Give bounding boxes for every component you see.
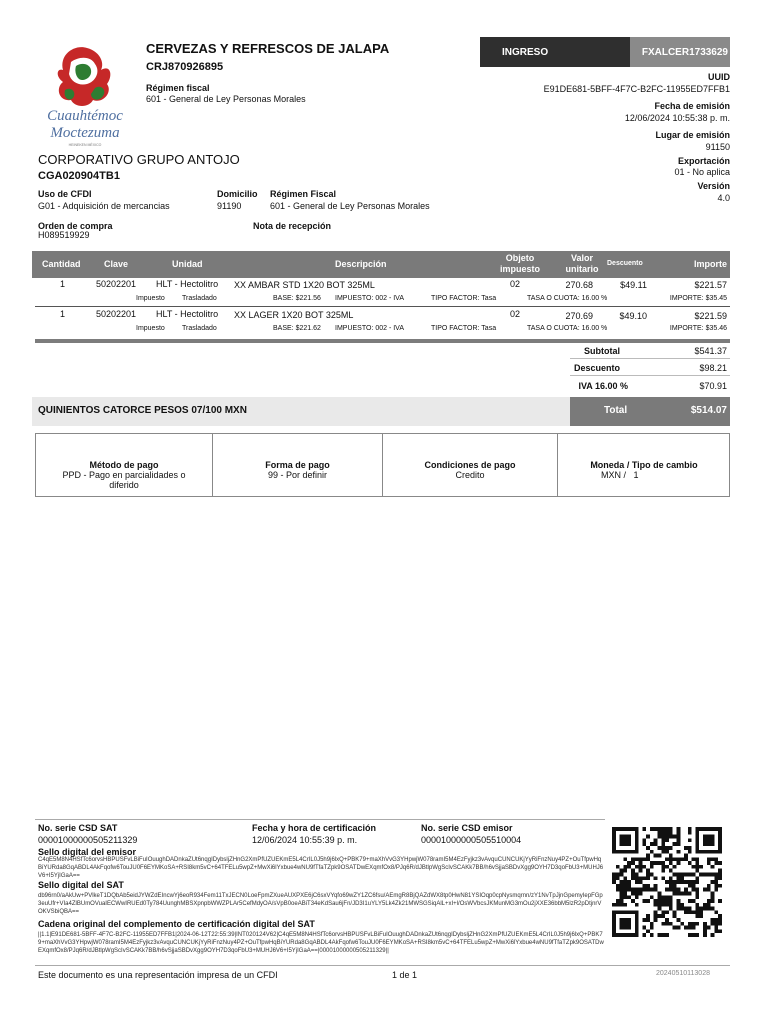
col-objeto-line2: impuesto — [499, 264, 540, 274]
domicilio-label: Domicilio — [217, 189, 258, 199]
cuauhtemoc-moctezuma-logo — [40, 38, 130, 153]
amount-in-words-band — [32, 397, 570, 426]
row1-clave: 50202201 — [96, 279, 137, 289]
uso-cfdi-label: Uso de CFDI — [38, 189, 92, 199]
receiver-regimen-value: 601 - General de Ley Personas Morales — [270, 201, 430, 211]
certificacion-label: Fecha y hora de certificación — [252, 823, 377, 833]
condiciones-pago-label: Condiciones de pago — [424, 460, 516, 470]
domicilio-value: 91190 — [217, 201, 242, 211]
condiciones-pago-value: Credito — [455, 470, 485, 480]
row1-tax-type: Trasladado — [182, 295, 217, 302]
row1-tax-impuesto: IMPUESTO: 002 - IVA — [335, 295, 404, 302]
row-divider — [35, 306, 730, 307]
col-descripcion: Descripción — [335, 259, 387, 269]
row1-descuento: $49.11 — [620, 280, 647, 290]
row2-clave: 50202201 — [96, 309, 137, 319]
descuento-value: $98.21 — [699, 363, 727, 373]
row2-tax-impuesto: IMPUESTO: 002 - IVA — [335, 325, 404, 332]
total-box — [570, 397, 730, 426]
fecha-emision-value: 12/06/2024 10:55:38 p. m. — [624, 113, 730, 123]
row2-importe: $221.59 — [694, 311, 727, 321]
uso-cfdi-value: G01 - Adquisición de mercancias — [38, 201, 170, 211]
concepts-table-header — [32, 251, 730, 278]
row1-importe: $221.57 — [694, 280, 727, 290]
exportacion-value: 01 - No aplica — [674, 167, 730, 177]
moneda-value: MXN / 1 — [601, 470, 639, 480]
lugar-emision-value: 91150 — [705, 142, 730, 152]
amount-in-words: QUINIENTOS CATORCE PESOS 07/100 MXN — [38, 405, 247, 416]
receiver-name: CORPORATIVO GRUPO ANTOJO — [38, 152, 240, 167]
page-number: 1 de 1 — [392, 970, 418, 980]
exportacion-label: Exportación — [677, 156, 730, 166]
receiver-regimen-label: Régimen Fiscal — [270, 189, 337, 199]
row1-tax-importe: IMPORTE: $35.45 — [669, 295, 727, 302]
nota-recepcion-label: Nota de recepción — [253, 221, 332, 231]
logo-text-line2: Moctezuma — [50, 125, 120, 141]
version-value: 4.0 — [717, 193, 730, 203]
csd-emisor-value: 00001000000505510004 — [421, 835, 522, 845]
total-value: $514.07 — [690, 405, 727, 416]
document-code: 20240510113028 — [656, 970, 710, 977]
col-importe: Importe — [694, 259, 728, 269]
col-clave: Clave — [104, 259, 129, 269]
csd-sat-label: No. serie CSD SAT — [38, 823, 118, 833]
row2-tax-type: Trasladado — [182, 325, 217, 332]
subtotal-value: $541.37 — [694, 346, 727, 356]
descuento-label: Descuento — [573, 363, 620, 373]
logo-text-line1: Cuauhtémoc — [47, 108, 123, 124]
row1-tax-base: BASE: $221.56 — [273, 295, 321, 302]
row1-cantidad: 1 — [60, 279, 66, 289]
orden-compra-value: H089519929 — [38, 230, 90, 240]
csd-sat-value: 00001000000505211329 — [38, 835, 138, 845]
totals-divider — [570, 358, 730, 359]
fecha-emision-label: Fecha de emisión — [654, 101, 730, 111]
issuer-regimen-label: Régimen fiscal — [146, 83, 210, 93]
row1-valor: 270.68 — [565, 280, 593, 290]
row2-cantidad: 1 — [60, 309, 66, 319]
iva-label: IVA 16.00 % — [578, 381, 628, 391]
issuer-name: CERVEZAS Y REFRESCOS DE JALAPA — [146, 41, 390, 56]
row1-tax-label: Impuesto — [136, 295, 165, 302]
col-objeto-line1: Objeto — [505, 253, 535, 263]
row2-objeto: 02 — [510, 309, 521, 319]
iva-value: $70.91 — [699, 381, 727, 391]
row1-tax-factor: TIPO FACTOR: Tasa — [431, 295, 497, 302]
lugar-emision-label: Lugar de emisión — [655, 130, 730, 140]
folio-badge: FXALCER1733629 — [630, 37, 730, 67]
impresa-note: Este documento es una representación impresa de un CFDI — [38, 970, 278, 980]
logo-tagline: HEINEKEN MÉXICO — [68, 143, 102, 147]
table-bottom-rule — [35, 339, 730, 343]
cfdi-type-badge: INGRESO — [480, 37, 630, 67]
metodo-pago-label: Método de pago — [89, 460, 159, 470]
row2-unidad: HLT - Hectolitro — [156, 309, 219, 319]
issuer-rfc: CRJ870926895 — [146, 61, 224, 73]
forma-pago-value: 99 - Por definir — [267, 470, 328, 480]
row1-objeto: 02 — [510, 279, 521, 289]
uuid-label: UUID — [708, 72, 730, 82]
row2-tax-base: BASE: $221.62 — [273, 325, 321, 332]
totals-divider — [570, 375, 730, 376]
moneda-label: Moneda / Tipo de cambio — [590, 460, 698, 470]
sello-sat-label: Sello digital del SAT — [38, 880, 124, 890]
sello-sat-value: db96rn0/aAkUw+PVlkeT1DQbAb5eidJYWZdEIncwYj6eoR934Fem11TxJECN0LoeFpmZXueAUXPXE6jC6sxVYqfo69wZY1ZC6fsu/AEmgR8BjQAZdWX8tp0HwN81YSIOqp0cpNysmqrnn/zY1NvTpJjnGpemyIepFGp3euUfr+VIa4ZlBUmOVuaIECWwIRUEd0Ty784UunghMBSXpnpbWWZPLAr5CefMdyOA/sVpB0oeABiT34eKdSau6jFn/JD3I1uYLY5Lk4Zk21MWSGSiqAlL+xI+l/OsWVbcsJKMunMG3mOu2jXXE36bbM5lzR2pDtjnrVOKVSbiQBA== — [38, 893, 603, 915]
footer-bottom-rule — [35, 965, 730, 966]
footer-top-rule — [35, 819, 605, 820]
row2-tax-tasa: TASA O CUOTA: 16.00 % — [527, 325, 608, 332]
sello-emisor-value: C4qE5M8N4HSfTc6orvsHBPUSFvLBiFuIOuughDADnkaZUt6nqgIDybsljZHnG2XmPfUZUEKmE5L4CrIL0J5h9j6lxQ+PBK79+maXhVvG3YHpwjW078ramI5M4EzFyjkz3vAvquCUNCUKjYyRiFnzNuy4PZ+OuTfpwHqBiYURda8GqABDL4AkFqofw6TouJU0F6EYMKoSA+RSI8km5vC+64TFELu5wpZ+MwXi6lYxbue4wNU9fTfaTZpk9OSATDwEXqmfOx8/PJq6R/dJBtlpWgScIvSCAKk7BB/h6vSjjaSBDvXgg9OYH7D3qoFbU3+MUHJ6V6+I5YjIGaA== — [38, 857, 604, 879]
col-valor-line2: unitario — [565, 264, 599, 274]
csd-emisor-label: No. serie CSD emisor — [421, 823, 513, 833]
orden-compra-label: Orden de compra — [38, 221, 113, 231]
sello-emisor-label: Sello digital del emisor — [38, 847, 137, 857]
col-unidad: Unidad — [172, 259, 203, 269]
row2-descripcion: XX LAGER 1X20 BOT 325ML — [234, 310, 354, 320]
uuid-value: E91DE681-5BFF-4F7C-B2FC-11955ED7FFB1 — [543, 84, 730, 94]
row2-tax-label: Impuesto — [136, 325, 165, 332]
col-descuento: Descuento — [607, 260, 643, 267]
row2-tax-importe: IMPORTE: $35.46 — [669, 325, 727, 332]
metodo-pago-value-line2: diferido — [109, 480, 139, 490]
row1-descripcion: XX AMBAR STD 1X20 BOT 325ML — [234, 280, 375, 290]
metodo-pago-value-line1: PPD - Pago en parcialidades o — [62, 470, 186, 480]
cadena-original-label: Cadena original del complemento de certificación digital del SAT — [38, 919, 315, 929]
row2-valor: 270.69 — [565, 311, 593, 321]
subtotal-label: Subtotal — [584, 346, 620, 356]
issuer-regimen-value: 601 - General de Ley Personas Morales — [146, 94, 306, 104]
total-label: Total — [604, 405, 628, 416]
col-cantidad: Cantidad — [42, 259, 81, 269]
certificacion-value: 12/06/2024 10:55:39 p. m. — [252, 835, 358, 845]
qr-code — [612, 827, 722, 937]
cadena-original-value: ||1.1|E91DE681-5BFF-4F7C-B2FC-11955ED7FFB1|2024-06-12T22:55:39|INT020124V62|C4qE5M8N4HSfTc6orvsHBPUSFvLBiFuIOuughDADnkaZUt6nqgIDybsljZHnG2XmPfUZUEKmE5L4CrIL0J5h9j6lxQ+PBK79+maXhVvG3YHpwjW078ramI5M4EzFyjkz3vAvquCUNCUKjYyRiFnzNuy4PZ+OuTfpwHqBiYURda8GqABDL4AkFqofw6TouJU0F6EYMKoSA+RSI8km5vC+64TFELu5wpZ+MwXi6lYxbue4wNU9fTfaTZpk9OSATDwEXqmfOx8/PJq6R/dJBtlpWgScIvSCAKk7BB/h6vSjjaSBDvXgg9OYH7D3qoFbU3+MUHJ6V6+I5YjIGaA==|00001000000505211329|| — [38, 932, 604, 954]
col-valor-line1: Valor — [570, 253, 593, 263]
version-label: Versión — [697, 181, 730, 191]
row2-descuento: $49.10 — [619, 311, 647, 321]
forma-pago-label: Forma de pago — [265, 460, 330, 470]
row1-tax-tasa: TASA O CUOTA: 16.00 % — [527, 295, 608, 302]
row2-tax-factor: TIPO FACTOR: Tasa — [431, 325, 497, 332]
receiver-rfc: CGA020904TB1 — [38, 170, 120, 182]
row1-unidad: HLT - Hectolitro — [156, 279, 219, 289]
